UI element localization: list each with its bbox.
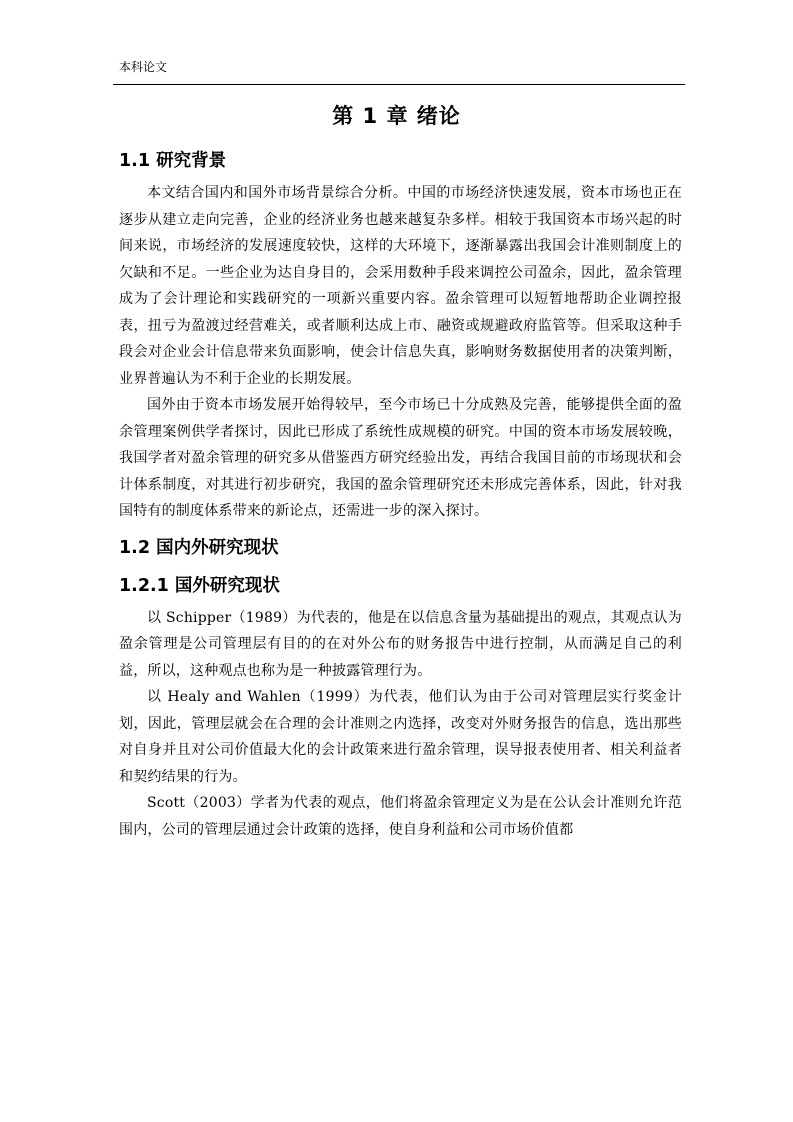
running-header: 本科论文 bbox=[119, 60, 168, 74]
section-heading-1-2: 1.2 国内外研究现状 bbox=[119, 537, 279, 558]
section-heading-1-1: 1.1 研究背景 bbox=[119, 151, 227, 171]
paragraph: 本文结合国内和国外市场背景综合分析。中国的市场经济快速发展，资本市场也正在逐步从建立走向完善，企业的经济业务也越来越复杂多样。相较于我国资本市场兴起的时间来说，市场经济的发展速度较快，这样的大环境下，逐渐暴露出我国会计准则制度上的欠缺和不足。一些企业为达自身目的，会采用数种手段来调控公司盈余，因此，盈余管理成为了会计理论和实践研究的一项新兴重要内容。盈余管理可以短暂地帮助企业调控报表，扭亏为盈渡过经营难关，或者顺利达成上市、融资或规避政府监管等。但采取这种手段会对企业会计信息带来负面影响，使会计信息失真，影响财务数据使用者的决策判断，业界普遍认为不利于企业的长期发展。 bbox=[119, 185, 682, 387]
paragraph: Scott（2003）学者为代表的观点，他们将盈余管理定义为是在公认会计准则允许范围内，公司的管理层通过会计政策的选择，使自身利益和公司市场价值都 bbox=[119, 795, 682, 838]
paragraph: 以 Schipper（1989）为代表的，他是在以信息含量为基础提出的观点，其观点认为盈余管理是公司管理层有目的的在对外公布的财务报告中进行控制，从而满足自己的利益，所以，这种观点也称为是一种披露管理行为。 bbox=[119, 609, 682, 679]
body-content bbox=[119, 142, 682, 843]
paragraph: 以 Healy and Wahlen（1999）为代表，他们认为由于公司对管理层实行奖金计划，因此，管理层就会在合理的会计准则之内选择，改变对外财务报告的信息，选出那些对自身并且对公司价值最大化的会计政策来进行盈余管理，误导报表使用者、相关利益者和契约结果的行为。 bbox=[119, 689, 682, 785]
paragraph: 国外由于资本市场发展开始得较早，至今市场已十分成熟及完善，能够提供全面的盈余管理案例供学者探讨，因此已形成了系统性成规模的研究。中国的资本市场发展较晚，我国学者对盈余管理的研究多从借鉴西方研究经验出发，再结合我国目前的市场现状和会计体系制度，对其进行初步研究，我国的盈余管理研究还未形成完善体系，因此，针对我国特有的制度体系带来的新论点，还需进一步的深入探讨。 bbox=[119, 397, 682, 519]
header-divider bbox=[113, 84, 685, 85]
chapter-title: 第 1 章 绪论 bbox=[332, 104, 461, 128]
subsection-heading-1-2-1: 1.2.1 国外研究现状 bbox=[119, 575, 280, 596]
